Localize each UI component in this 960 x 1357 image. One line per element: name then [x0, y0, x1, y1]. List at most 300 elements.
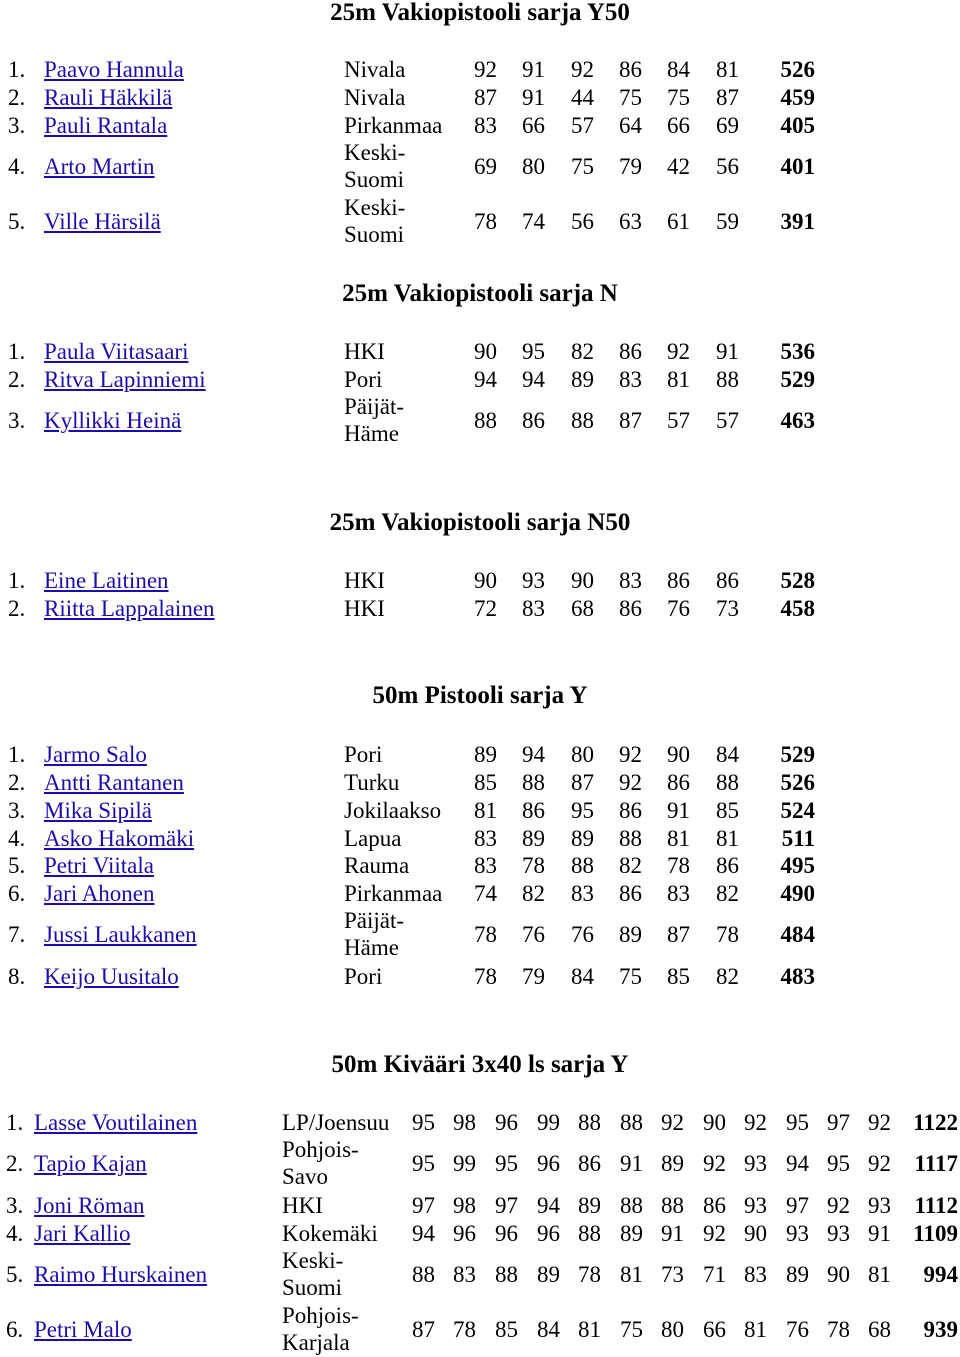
series-score: 81 — [667, 825, 690, 851]
series-score: 89 — [620, 1220, 643, 1246]
athlete-name-cell — [44, 138, 155, 194]
series-score: 79 — [619, 153, 642, 179]
club-line: HKI — [344, 595, 385, 621]
series-score: 86 — [578, 1150, 601, 1176]
series-score: 74 — [522, 208, 545, 234]
series-score: 88 — [571, 407, 594, 433]
total-score: 511 — [781, 825, 815, 851]
series-score: 82 — [619, 852, 642, 878]
series-score: 84 — [667, 56, 690, 82]
series-score: 82 — [716, 880, 739, 906]
athlete-link-asko-hakomaki[interactable]: Asko Hakomäki — [44, 825, 195, 851]
club — [344, 824, 401, 852]
club-line: Pohjois- — [282, 1137, 359, 1162]
club-line: Nivala — [344, 56, 406, 82]
result-row — [0, 83, 960, 111]
total-score: 994 — [923, 1261, 958, 1287]
series-score: 87 — [571, 769, 594, 795]
athlete-link-jarmo-salo[interactable]: Jarmo Salo — [44, 741, 147, 767]
series-score: 95 — [827, 1150, 850, 1176]
series-score: 81 — [474, 797, 497, 823]
athlete-link-tapio-kajan[interactable]: Tapio Kajan — [34, 1150, 147, 1176]
series-score: 89 — [522, 825, 545, 851]
total-score: 528 — [780, 567, 815, 593]
club-line: Päijät- — [344, 394, 405, 419]
athlete-link-ritva-lapinniemi[interactable]: Ritva Lapinniemi — [44, 366, 206, 392]
club — [282, 1191, 323, 1219]
result-row — [0, 594, 960, 622]
club-line: Karjala — [282, 1330, 350, 1355]
series-score: 85 — [667, 963, 690, 989]
series-score: 85 — [495, 1316, 518, 1342]
club-line: Kokemäki — [282, 1220, 378, 1246]
result-row — [0, 1246, 960, 1302]
athlete-link-mika-sipila[interactable]: Mika Sipilä — [44, 797, 152, 823]
series-score: 88 — [522, 769, 545, 795]
total-score: 405 — [780, 112, 815, 138]
club-line: Päijät- — [344, 908, 405, 933]
result-row — [0, 768, 960, 796]
series-score: 71 — [703, 1261, 726, 1287]
series-score: 79 — [522, 963, 545, 989]
series-score: 86 — [619, 797, 642, 823]
club-line: Pohjois- — [282, 1303, 359, 1328]
series-score: 75 — [667, 84, 690, 110]
result-row — [0, 851, 960, 879]
club-line: Keski- — [344, 140, 406, 165]
result-row — [0, 365, 960, 393]
rank: 2. — [8, 595, 26, 621]
series-score: 92 — [827, 1192, 850, 1218]
club-line: Suomi — [282, 1275, 343, 1300]
athlete-link-ville-harsila[interactable]: Ville Härsilä — [44, 208, 161, 234]
total-score: 484 — [780, 921, 815, 947]
result-row — [0, 337, 960, 365]
series-score: 98 — [453, 1109, 476, 1135]
result-row — [0, 1301, 960, 1357]
series-score: 76 — [571, 921, 594, 947]
club-line: Pirkanmaa — [344, 880, 443, 906]
series-score: 69 — [716, 112, 739, 138]
athlete-name-cell — [44, 55, 184, 83]
series-score: 87 — [412, 1316, 435, 1342]
series-score: 96 — [453, 1220, 476, 1246]
series-score: 90 — [744, 1220, 767, 1246]
series-score: 73 — [661, 1261, 684, 1287]
series-score: 76 — [786, 1316, 809, 1342]
club-line: Keski- — [344, 195, 406, 220]
series-score: 92 — [619, 769, 642, 795]
athlete-link-raimo-hurskainen[interactable]: Raimo Hurskainen — [34, 1261, 208, 1287]
club — [344, 193, 405, 249]
series-score: 78 — [474, 208, 497, 234]
athlete-link-jari-kallio[interactable]: Jari Kallio — [34, 1220, 131, 1246]
series-score: 92 — [703, 1150, 726, 1176]
series-score: 89 — [661, 1150, 684, 1176]
series-score: 44 — [571, 84, 594, 110]
series-score: 90 — [827, 1261, 850, 1287]
series-score: 83 — [571, 880, 594, 906]
club — [344, 566, 385, 594]
athlete-name-cell — [44, 193, 161, 249]
total-score: 524 — [780, 797, 815, 823]
club — [344, 768, 399, 796]
athlete-link-paula-viitasaari[interactable]: Paula Viitasaari — [44, 338, 189, 364]
series-score: 89 — [474, 741, 497, 767]
athlete-link-eine-laitinen[interactable]: Eine Laitinen — [44, 567, 169, 593]
series-score: 88 — [578, 1109, 601, 1135]
series-score: 96 — [495, 1109, 518, 1135]
series-score: 80 — [661, 1316, 684, 1342]
athlete-name-cell — [44, 740, 147, 768]
series-score: 94 — [537, 1192, 560, 1218]
result-row — [0, 1135, 960, 1191]
club — [282, 1108, 389, 1136]
series-score: 96 — [495, 1220, 518, 1246]
series-score: 88 — [620, 1109, 643, 1135]
series-score: 83 — [619, 366, 642, 392]
rank: 2. — [8, 366, 26, 392]
athlete-link-rauli-hakkila[interactable]: Rauli Häkkilä — [44, 84, 173, 110]
series-score: 97 — [412, 1192, 435, 1218]
total-score: 490 — [780, 880, 815, 906]
series-score: 91 — [661, 1220, 684, 1246]
club — [344, 851, 409, 879]
series-score: 59 — [716, 208, 739, 234]
series-score: 92 — [474, 56, 497, 82]
series-score: 78 — [474, 921, 497, 947]
series-score: 64 — [619, 112, 642, 138]
series-score: 93 — [522, 567, 545, 593]
total-score: 529 — [780, 741, 815, 767]
athlete-name-cell — [34, 1135, 147, 1191]
series-score: 75 — [571, 153, 594, 179]
club-line: LP/Joensuu — [282, 1109, 390, 1135]
athlete-name-cell — [44, 796, 152, 824]
athlete-link-petri-viitala[interactable]: Petri Viitala — [44, 852, 154, 878]
series-score: 68 — [868, 1316, 891, 1342]
series-score: 75 — [620, 1316, 643, 1342]
series-score: 81 — [620, 1261, 643, 1287]
series-score: 86 — [703, 1192, 726, 1218]
athlete-name-cell — [44, 83, 172, 111]
rank: 4. — [6, 1220, 24, 1246]
series-score: 78 — [578, 1261, 601, 1287]
series-score: 92 — [744, 1109, 767, 1135]
series-score: 96 — [537, 1150, 560, 1176]
series-score: 81 — [667, 366, 690, 392]
total-score: 459 — [780, 84, 815, 110]
series-score: 83 — [667, 880, 690, 906]
series-score: 61 — [667, 208, 690, 234]
club-line: Jokilaakso — [344, 797, 442, 823]
series-score: 73 — [716, 595, 739, 621]
series-score: 95 — [412, 1150, 435, 1176]
club — [344, 796, 441, 824]
series-score: 83 — [744, 1261, 767, 1287]
rank: 5. — [8, 208, 26, 234]
series-score: 92 — [703, 1220, 726, 1246]
series-score: 97 — [495, 1192, 518, 1218]
series-score: 95 — [495, 1150, 518, 1176]
series-score: 99 — [453, 1150, 476, 1176]
series-score: 88 — [571, 852, 594, 878]
series-score: 83 — [474, 112, 497, 138]
series-score: 81 — [716, 825, 739, 851]
series-score: 87 — [667, 921, 690, 947]
series-score: 89 — [537, 1261, 560, 1287]
result-row — [0, 566, 960, 594]
series-score: 82 — [571, 338, 594, 364]
series-score: 89 — [571, 366, 594, 392]
series-score: 81 — [578, 1316, 601, 1342]
club-line: Pori — [344, 963, 383, 989]
series-score: 90 — [474, 567, 497, 593]
series-score: 92 — [667, 338, 690, 364]
rank: 1. — [8, 567, 26, 593]
club-line: Lapua — [344, 825, 402, 851]
series-score: 92 — [571, 56, 594, 82]
series-score: 86 — [619, 595, 642, 621]
club-line: Pirkanmaa — [344, 112, 443, 138]
series-score: 96 — [537, 1220, 560, 1246]
series-score: 82 — [716, 963, 739, 989]
rank: 1. — [8, 741, 26, 767]
section-title: 50m Pistooli sarja Y — [372, 682, 588, 709]
athlete-link-riitta-lappalainen[interactable]: Riitta Lappalainen — [44, 595, 215, 621]
series-score: 83 — [474, 825, 497, 851]
series-score: 92 — [868, 1150, 891, 1176]
athlete-name-cell — [44, 392, 181, 448]
series-score: 85 — [474, 769, 497, 795]
series-score: 66 — [703, 1316, 726, 1342]
rank: 2. — [8, 769, 26, 795]
series-score: 82 — [522, 880, 545, 906]
club-line: HKI — [344, 338, 385, 364]
series-score: 97 — [827, 1109, 850, 1135]
series-score: 76 — [522, 921, 545, 947]
athlete-name-cell — [44, 365, 206, 393]
series-score: 66 — [522, 112, 545, 138]
athlete-link-paavo-hannula[interactable]: Paavo Hannula — [44, 56, 184, 82]
series-score: 87 — [474, 84, 497, 110]
series-score: 83 — [453, 1261, 476, 1287]
series-score: 88 — [578, 1220, 601, 1246]
total-score: 1122 — [913, 1109, 958, 1135]
athlete-name-cell — [44, 768, 184, 796]
club — [344, 392, 404, 448]
athlete-name-cell — [44, 851, 154, 879]
club-line: Savo — [282, 1164, 328, 1189]
rank: 4. — [8, 153, 26, 179]
series-score: 84 — [571, 963, 594, 989]
result-row — [0, 824, 960, 852]
series-score: 86 — [716, 567, 739, 593]
series-score: 89 — [619, 921, 642, 947]
club — [344, 962, 382, 990]
athlete-name-cell — [44, 962, 179, 990]
series-score: 85 — [716, 797, 739, 823]
result-row — [0, 962, 960, 990]
rank: 7. — [8, 921, 26, 947]
series-score: 93 — [744, 1150, 767, 1176]
rank: 3. — [8, 407, 26, 433]
club-line: Pori — [344, 366, 383, 392]
club — [344, 83, 405, 111]
series-score: 72 — [474, 595, 497, 621]
series-score: 84 — [537, 1316, 560, 1342]
series-score: 80 — [571, 741, 594, 767]
rank: 6. — [8, 880, 26, 906]
series-score: 56 — [716, 153, 739, 179]
series-score: 86 — [619, 56, 642, 82]
series-score: 57 — [571, 112, 594, 138]
series-score: 78 — [522, 852, 545, 878]
rank: 5. — [6, 1261, 24, 1287]
total-score: 526 — [780, 56, 815, 82]
series-score: 88 — [716, 769, 739, 795]
series-score: 87 — [716, 84, 739, 110]
athlete-link-arto-martin[interactable]: Arto Martin — [44, 153, 155, 179]
series-score: 95 — [571, 797, 594, 823]
rank: 1. — [6, 1109, 24, 1135]
athlete-link-joni-roman[interactable]: Joni Röman — [34, 1192, 145, 1218]
series-score: 98 — [453, 1192, 476, 1218]
series-score: 57 — [667, 407, 690, 433]
series-score: 88 — [474, 407, 497, 433]
series-score: 94 — [522, 741, 545, 767]
series-score: 88 — [619, 825, 642, 851]
result-row — [0, 879, 960, 907]
club-line: Häme — [344, 935, 399, 960]
section-title: 25m Vakiopistooli sarja Y50 — [330, 0, 630, 26]
club — [344, 55, 405, 83]
series-score: 81 — [744, 1316, 767, 1342]
series-score: 42 — [667, 153, 690, 179]
rank: 3. — [6, 1192, 24, 1218]
athlete-name-cell — [44, 824, 194, 852]
result-row — [0, 796, 960, 824]
athlete-name-cell — [44, 879, 155, 907]
result-row — [0, 55, 960, 83]
result-row — [0, 1191, 960, 1219]
club — [344, 111, 442, 139]
athlete-link-jari-ahonen[interactable]: Jari Ahonen — [44, 880, 155, 906]
club — [282, 1219, 378, 1247]
series-score: 91 — [522, 56, 545, 82]
club — [282, 1246, 343, 1302]
series-score: 95 — [412, 1109, 435, 1135]
series-score: 87 — [619, 407, 642, 433]
series-score: 90 — [667, 741, 690, 767]
series-score: 76 — [667, 595, 690, 621]
series-score: 68 — [571, 595, 594, 621]
club-line: Suomi — [344, 167, 405, 192]
series-score: 83 — [474, 852, 497, 878]
result-row — [0, 1108, 960, 1136]
club — [344, 879, 442, 907]
series-score: 83 — [522, 595, 545, 621]
club-line: Häme — [344, 421, 399, 446]
series-score: 93 — [827, 1220, 850, 1246]
club-line: Turku — [344, 769, 400, 795]
total-score: 495 — [780, 852, 815, 878]
club — [344, 138, 405, 194]
section-title: 25m Vakiopistooli sarja N50 — [329, 509, 631, 536]
series-score: 91 — [868, 1220, 891, 1246]
total-score: 391 — [780, 208, 815, 234]
athlete-name-cell — [34, 1301, 132, 1357]
rank: 2. — [6, 1150, 24, 1176]
athlete-name-cell — [44, 337, 188, 365]
athlete-link-antti-rantanen[interactable]: Antti Rantanen — [44, 769, 184, 795]
series-score: 83 — [619, 567, 642, 593]
club-line: Keski- — [282, 1248, 344, 1273]
total-score: 526 — [780, 769, 815, 795]
total-score: 529 — [780, 366, 815, 392]
series-score: 91 — [667, 797, 690, 823]
series-score: 75 — [619, 84, 642, 110]
athlete-link-kyllikki-heina[interactable]: Kyllikki Heinä — [44, 407, 182, 433]
series-score: 63 — [619, 208, 642, 234]
rank: 1. — [8, 338, 26, 364]
rank: 2. — [8, 84, 26, 110]
result-row — [0, 193, 960, 249]
club-line: Pori — [344, 741, 383, 767]
athlete-name-cell — [44, 906, 197, 962]
series-score: 90 — [703, 1109, 726, 1135]
total-score: 1112 — [914, 1192, 958, 1218]
series-score: 74 — [474, 880, 497, 906]
series-score: 90 — [474, 338, 497, 364]
series-score: 99 — [537, 1109, 560, 1135]
series-score: 90 — [571, 567, 594, 593]
series-score: 97 — [786, 1192, 809, 1218]
series-score: 75 — [619, 963, 642, 989]
series-score: 78 — [667, 852, 690, 878]
club-line: Rauma — [344, 852, 410, 878]
series-score: 78 — [827, 1316, 850, 1342]
series-score: 91 — [522, 84, 545, 110]
series-score: 81 — [716, 56, 739, 82]
athlete-link-lasse-voutilainen[interactable]: Lasse Voutilainen — [34, 1109, 198, 1135]
series-score: 86 — [522, 407, 545, 433]
athlete-link-pauli-rantala[interactable]: Pauli Rantala — [44, 112, 168, 138]
series-score: 89 — [578, 1192, 601, 1218]
result-row — [0, 392, 960, 448]
club — [344, 740, 382, 768]
club — [344, 365, 382, 393]
athlete-link-petri-malo[interactable]: Petri Malo — [34, 1316, 132, 1342]
series-score: 78 — [474, 963, 497, 989]
club-line: HKI — [344, 567, 385, 593]
total-score: 1117 — [914, 1150, 958, 1176]
athlete-name-cell — [44, 111, 167, 139]
series-score: 93 — [744, 1192, 767, 1218]
series-score: 92 — [619, 741, 642, 767]
total-score: 939 — [923, 1316, 958, 1342]
result-row — [0, 906, 960, 962]
result-row — [0, 740, 960, 768]
club — [282, 1135, 359, 1191]
athlete-name-cell — [34, 1246, 207, 1302]
athlete-link-jussi-laukkanen[interactable]: Jussi Laukkanen — [44, 921, 197, 947]
athlete-link-keijo-uusitalo[interactable]: Keijo Uusitalo — [44, 963, 179, 989]
total-score: 536 — [780, 338, 815, 364]
series-score: 56 — [571, 208, 594, 234]
series-score: 86 — [667, 769, 690, 795]
series-score: 69 — [474, 153, 497, 179]
